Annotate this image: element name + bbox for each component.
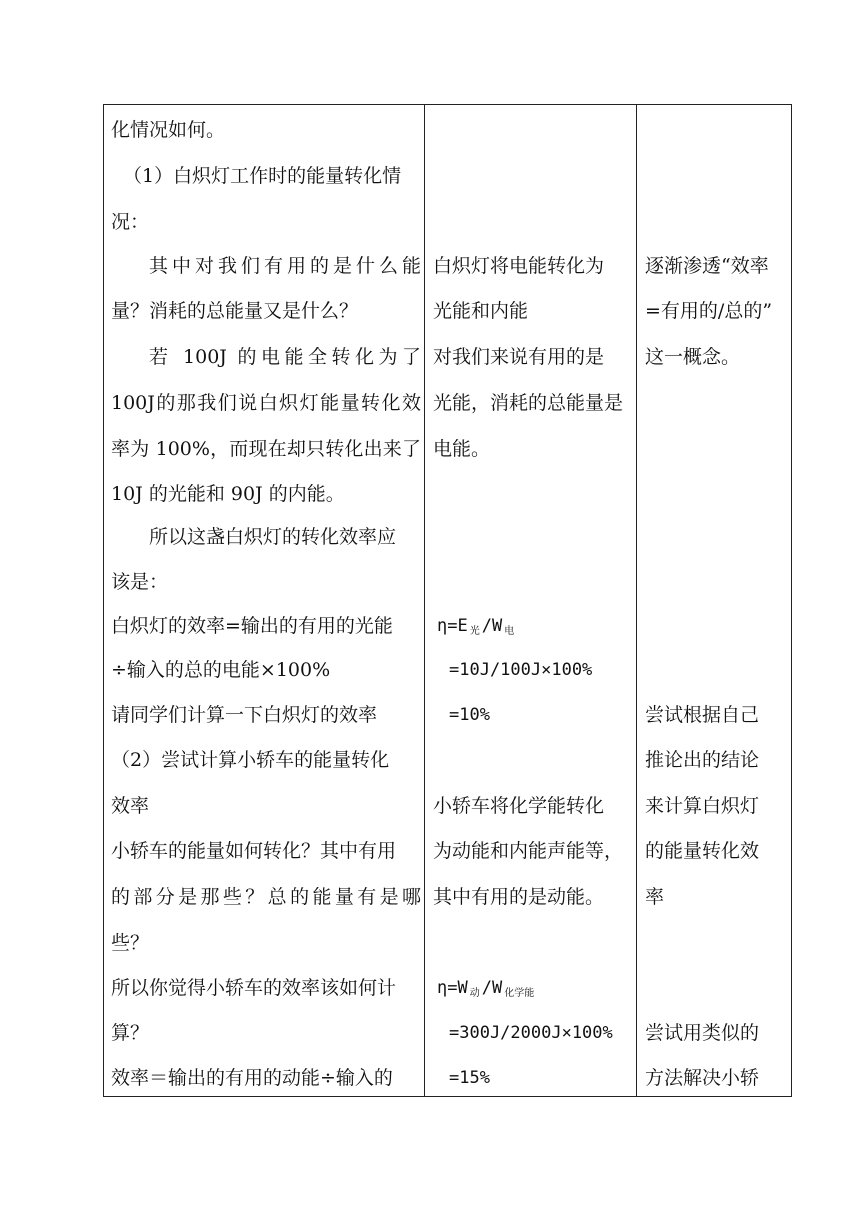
lesson-table (103, 104, 792, 1097)
text-line: 算？ (111, 1022, 150, 1044)
formula-line: =300J/2000J×100% (449, 1023, 613, 1043)
formula-line: =15% (449, 1068, 490, 1088)
text-line: 请同学们计算一下白炽灯的效率 (111, 704, 378, 726)
text-line: 率 (645, 886, 665, 908)
formula-subscript: 动 (469, 988, 480, 999)
text-line: 推论出的结论 (645, 749, 760, 771)
formula-subscript: 化学能 (504, 988, 535, 999)
text-line: 所以你觉得小轿车的效率该如何计 (111, 977, 397, 999)
text-line: 光能和内能 (433, 300, 529, 322)
text-line: 量？消耗的总能量又是什么？ (111, 300, 359, 322)
text-line: 为动能和内能声能等， (433, 840, 624, 862)
text-line: 尝试根据自己 (645, 704, 760, 726)
text-line: 化情况如何。 (111, 119, 226, 141)
text-line: 况： (111, 211, 150, 233)
text-line: （2）尝试计算小轿车的能量转化 (111, 749, 390, 771)
text-line: 尝试用类似的 (645, 1022, 760, 1044)
text-line: 10J 的光能和 90J 的内能。 (111, 483, 345, 505)
formula-subscript: 电 (504, 626, 515, 637)
student-activity-column (433, 105, 633, 1096)
formula-lhs: η=E (437, 616, 468, 636)
text-line: 些？ (111, 932, 150, 954)
text-line: 的部分是那些？总的能量有是哪 (111, 886, 421, 908)
text-line: 小轿车的能量如何转化？其中有用 (111, 840, 397, 862)
process-column (109, 105, 421, 1096)
text-line: 白炽灯的效率=输出的有用的光能 (111, 615, 393, 637)
text-line: 方法解决小轿 (645, 1067, 760, 1089)
text-line: 效率＝输出的有用的动能÷输入的 (111, 1067, 393, 1089)
column-divider-2 (636, 105, 637, 1096)
formula-line: =10J/100J×100% (449, 660, 593, 680)
text-line: 100J的那我们说白炽灯能量转化效 (111, 392, 421, 414)
text-line: 对我们来说有用的是 (433, 346, 605, 368)
text-line: 白炽灯将电能转化为 (433, 255, 605, 277)
formula-mid: /W (481, 616, 503, 636)
text-line: 的能量转化效 (645, 840, 760, 862)
text-line: 效率 (111, 795, 150, 817)
text-line: 率为 100%，而现在却只转化出来了 (111, 438, 421, 460)
text-line: 该是： (111, 571, 169, 593)
formula-bulb (433, 603, 633, 649)
formula-subscript: 光 (469, 626, 480, 637)
text-line: =有用的/总的” (645, 300, 773, 322)
text-line: 这一概念。 (645, 346, 741, 368)
text-line: 电能。 (433, 438, 491, 460)
text-line: 其中对我们有用的是什么能 (149, 255, 421, 277)
text-line: 来计算白炽灯 (645, 795, 760, 817)
formula-car (433, 965, 633, 1011)
design-intent-column (645, 105, 787, 1096)
text-line: 若 100J 的电能全转化为了 (149, 346, 421, 368)
text-line: ÷输入的总的电能×100% (111, 659, 331, 681)
formula-lhs: η=W (437, 978, 468, 998)
text-line: 逐渐渗透“效率 (645, 255, 769, 277)
text-line: （1）白炽灯工作时的能量转化情 (123, 165, 402, 187)
text-line: 小轿车将化学能转化 (433, 795, 605, 817)
column-divider-1 (424, 105, 425, 1096)
formula-mid: /W (481, 978, 503, 998)
text-line: 所以这盏白炽灯的转化效率应 (149, 526, 397, 548)
formula-line: =10% (449, 705, 490, 725)
text-line: 光能，消耗的总能量是 (433, 392, 624, 414)
text-line: 其中有用的是动能。 (433, 886, 605, 908)
